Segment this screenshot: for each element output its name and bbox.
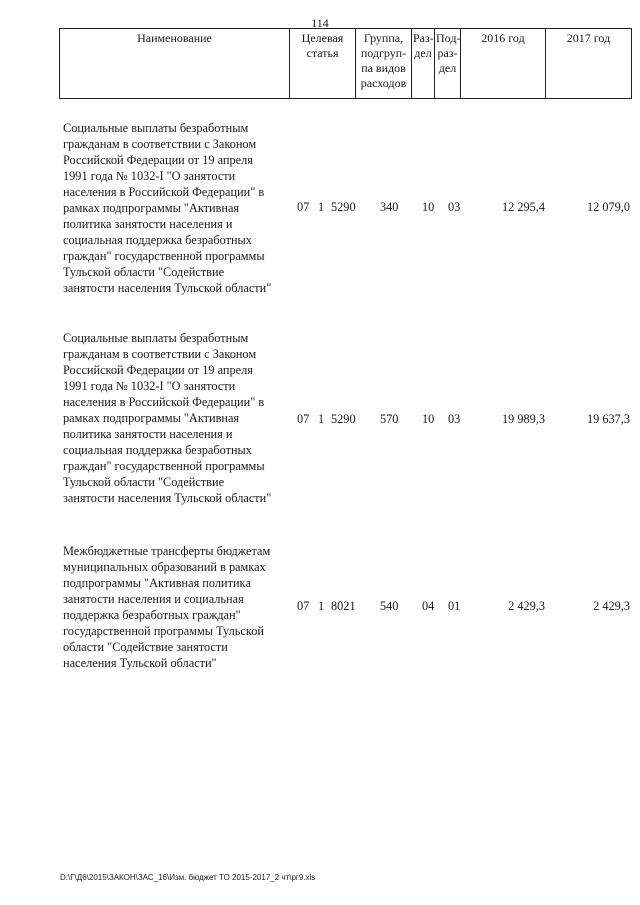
row-3-subsection: 01: [448, 599, 461, 613]
row-1-2016: 12 295,4: [501, 200, 545, 214]
row-1-section: 10: [422, 200, 435, 214]
row-2-2016: 19 989,3: [501, 412, 545, 426]
header-year-2016: 2016 год: [461, 29, 546, 99]
table-header: [59, 28, 632, 99]
row-2-code3: 5290: [331, 412, 356, 426]
row-1-subsection: 03: [448, 200, 461, 214]
row-3-name: Межбюджетные трансферты бюджетам муниципальных образований в рамках подпрограммы "Активная политика занятости населения и социальная поддержка безработных граждан" государственной программы Тульской области "Содействие занятости населения Тульской области": [63, 544, 271, 670]
row-1-group: 340: [380, 200, 399, 214]
row-2-subsection: 03: [448, 412, 461, 426]
row-3-2017: 2 429,3: [593, 599, 630, 613]
header-subsection: Под- раз- дел: [435, 29, 461, 99]
row-2-2017: 19 637,3: [586, 412, 630, 426]
page-number: 114: [311, 16, 329, 30]
row-1-code1: 07: [297, 200, 310, 214]
header-target-article: Целевая статья: [290, 29, 356, 99]
row-2-group: 570: [380, 412, 399, 426]
row-1-code3: 5290: [331, 200, 356, 214]
row-3-group: 540: [380, 599, 399, 613]
header-section: Раз- дел: [412, 29, 435, 99]
row-3-section: 04: [422, 599, 435, 613]
row-3-code1: 07: [297, 599, 310, 613]
row-3-2016: 2 429,3: [508, 599, 545, 613]
row-2-name: Социальные выплаты безработным гражданам в соответствии с Законом Российской Федерации от 19 апреля 1991 года № 1032-I "О занятости населения в Российской Федерации" в рамках подпрограммы "Активная политика занятости населения и социальная поддержка безработных граждан" государственной программы Тульской области "Содействие занятости населения Тульской области": [63, 331, 272, 505]
header-year-2017: 2017 год: [546, 29, 632, 99]
header-name: Наименование: [60, 29, 290, 99]
row-2-code2: 1: [318, 412, 325, 426]
row-1-code2: 1: [318, 200, 325, 214]
row-2-section: 10: [422, 412, 435, 426]
row-3-code2: 1: [318, 599, 325, 613]
row-1-name: Социальные выплаты безработным гражданам в соответствии с Законом Российской Федерации от 19 апреля 1991 года № 1032-I "О занятости населения в Российской Федерации" в рамках подпрограммы "Активная политика занятости населения и социальная поддержка безработных граждан" государственной программы Тульской области "Содействие занятости населения Тульской области": [63, 121, 272, 295]
footer-file-path: D:\Г\Д6\2015\ЗАКОН\ЗАС_16\Изм. бюджет ТО 2015-2017_2 чт\рг9.xls: [60, 873, 316, 882]
header-group: Группа, подгруп- па видов расходов: [356, 29, 412, 99]
row-2-code1: 07: [297, 412, 310, 426]
row-3-code3: 8021: [331, 599, 356, 613]
row-1-2017: 12 079,0: [586, 200, 630, 214]
